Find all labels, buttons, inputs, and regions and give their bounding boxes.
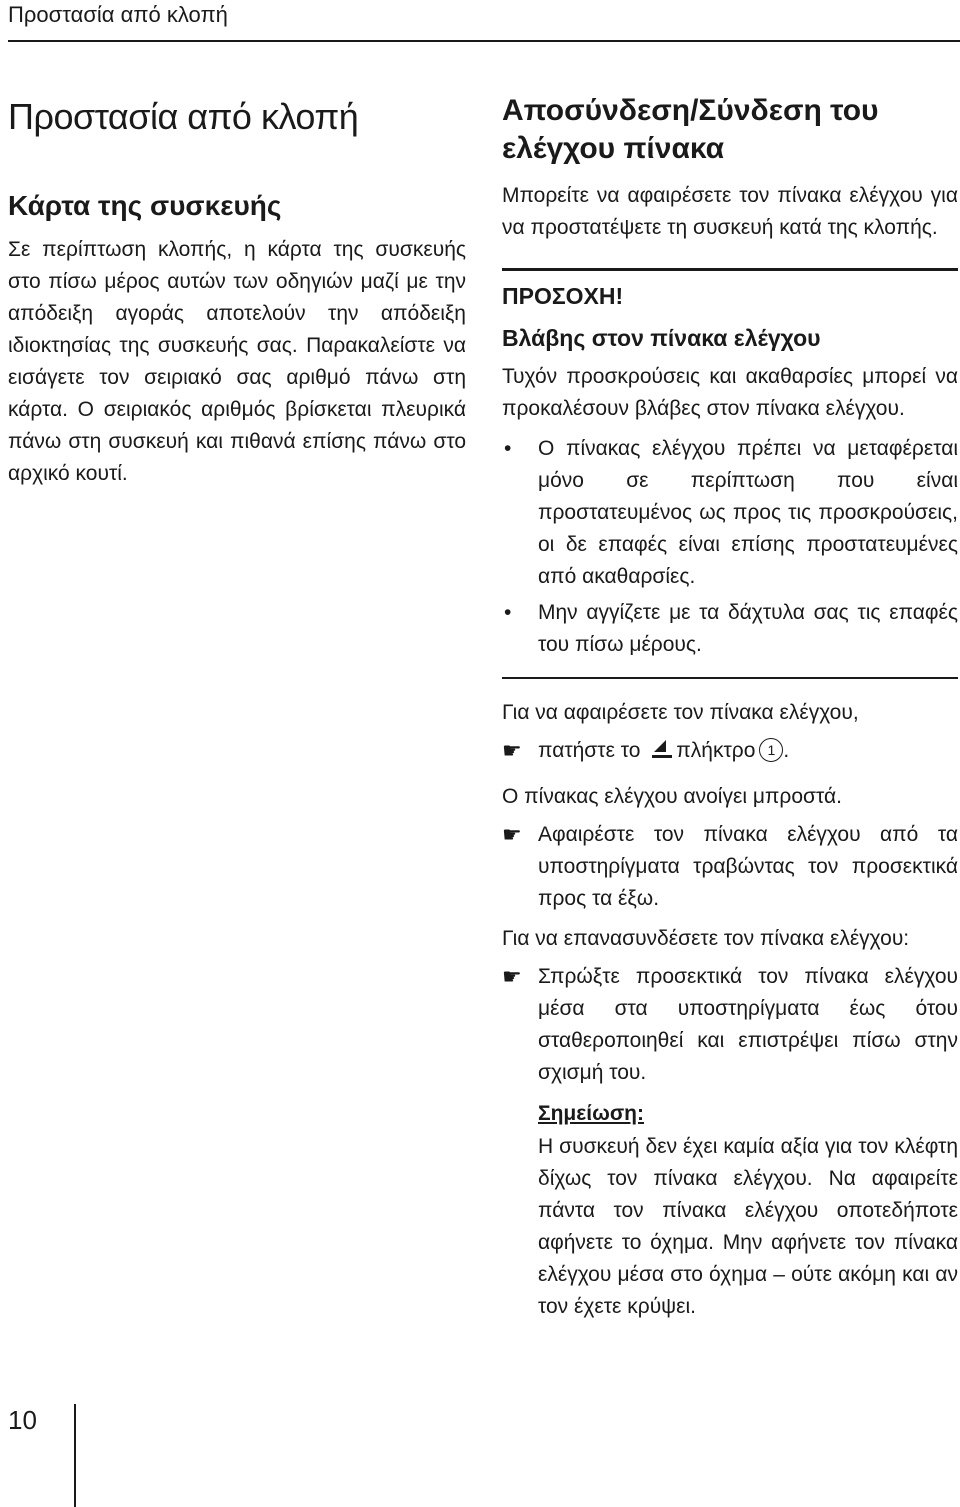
step-reinsert-panel xyxy=(502,961,958,1089)
section-heading xyxy=(502,92,958,168)
running-header: Προστασία από κλοπή xyxy=(8,2,228,27)
left-column xyxy=(8,92,466,490)
step1-text-after: πλήκτρο xyxy=(676,739,756,762)
section-heading-line2: ελέγχου πίνακα xyxy=(502,132,725,165)
bullet-icon: • xyxy=(504,601,512,624)
right-column xyxy=(502,92,958,1323)
reconnect-intro: Για να επανασυνδέσετε τον πίνακα ελέγχου: xyxy=(502,927,910,950)
intro-paragraph: Μπορείτε να αφαιρέσετε τον πίνακα ελέγχου για να προστατέψετε τη συσκευή κατά της κλοπής. xyxy=(502,184,958,239)
list-item xyxy=(502,597,958,661)
page-title: Προστασία από κλοπή xyxy=(8,96,359,137)
caution-top-rule xyxy=(502,268,958,271)
step1-end: . xyxy=(783,739,790,762)
caution-text: Τυχόν προσκρούσεις και ακαθαρσίες μπορεί να προκαλέσουν βλάβες στον πίνακα ελέγχου. xyxy=(502,365,958,420)
pointing-hand-icon: ☛ xyxy=(502,822,522,847)
remove-intro: Για να αφαιρέσετε τον πίνακα ελέγχου, xyxy=(502,701,859,724)
caution-label: ΠΡΟΣΟΧΗ! xyxy=(502,283,624,309)
key-number-badge: 1 xyxy=(759,738,783,762)
bullet-text: Μην αγγίζετε με τα δάχτυλα σας τις επαφές του πίσω μέρους. xyxy=(538,601,958,656)
caution-subtitle: Βλάβης στον πίνακα ελέγχου xyxy=(502,325,821,351)
step2-text: Αφαιρέστε τον πίνακα ελέγχου από τα υποστηρίγματα τραβώντας τον προσεκτικά προς τα έξω. xyxy=(538,823,958,910)
header-rule xyxy=(8,40,960,42)
note-text: Η συσκευή δεν έχει καμία αξία για τον κλέφτη δίχως τον πίνακα ελέγχου. Να αφαιρείτε πάντα τον πίνακα ελέγχου οποτεδήποτε αφήνετε το όχημα. Μην αφήνετε τον πίνακα ελέγχου μέσα στο όχημα – ούτε ακόμη και αν τον έχετε κρύψει. xyxy=(538,1135,958,1318)
section-heading-line1: Αποσύνδεση/Σύνδεση του xyxy=(502,94,879,127)
step1-text-before: πατήστε το xyxy=(538,739,641,762)
step3-text: Σπρώξτε προσεκτικά τον πίνακα ελέγχου μέσα στα υποστηρίγματα έως ότου σταθεροποιηθεί και επιστρέψει πίσω στην σχισμή του. xyxy=(538,965,958,1084)
page-number-rule xyxy=(74,1404,76,1507)
pointing-hand-icon: ☛ xyxy=(502,738,522,763)
card-paragraph: Σε περίπτωση κλοπής, η κάρτα της συσκευής στο πίσω μέρος αυτών των οδηγιών μαζί με την απόδειξη αγοράς αποτελούν την απόδειξη ιδιοκτησίας της συσκευής σας. Παρακαλείστε να εισάγετε τον σειριακό σας αριθμό πάνω στη κάρτα. Ο σειριακός αριθμός βρίσκεται πλευρικά πάνω στη συσκευή και πιθανά επίσης πάνω στο αρχικό κουτί. xyxy=(8,238,466,485)
bullet-icon: • xyxy=(504,437,512,460)
note-block xyxy=(502,1097,958,1323)
bullet-text: Ο πίνακας ελέγχου πρέπει να μεταφέρεται μόνο σε περίπτωση που είναι προστατευμένος ως προς τις προσκρούσεις, οι δε επαφές είναι επίσης προστατευμένες από ακαθαρσίες. xyxy=(538,437,958,588)
card-heading: Κάρτα της συσκευής xyxy=(8,190,282,221)
opens-text: Ο πίνακας ελέγχου ανοίγει μπροστά. xyxy=(502,785,842,808)
caution-bullet-list xyxy=(502,433,958,661)
step-press-eject xyxy=(502,735,958,767)
list-item xyxy=(502,433,958,593)
eject-icon xyxy=(648,737,674,761)
pointing-hand-icon: ☛ xyxy=(502,964,522,989)
note-label: Σημείωση: xyxy=(538,1102,645,1125)
page-number: 10 xyxy=(8,1405,37,1435)
step-remove-panel xyxy=(502,819,958,915)
caution-bottom-rule xyxy=(502,677,958,679)
